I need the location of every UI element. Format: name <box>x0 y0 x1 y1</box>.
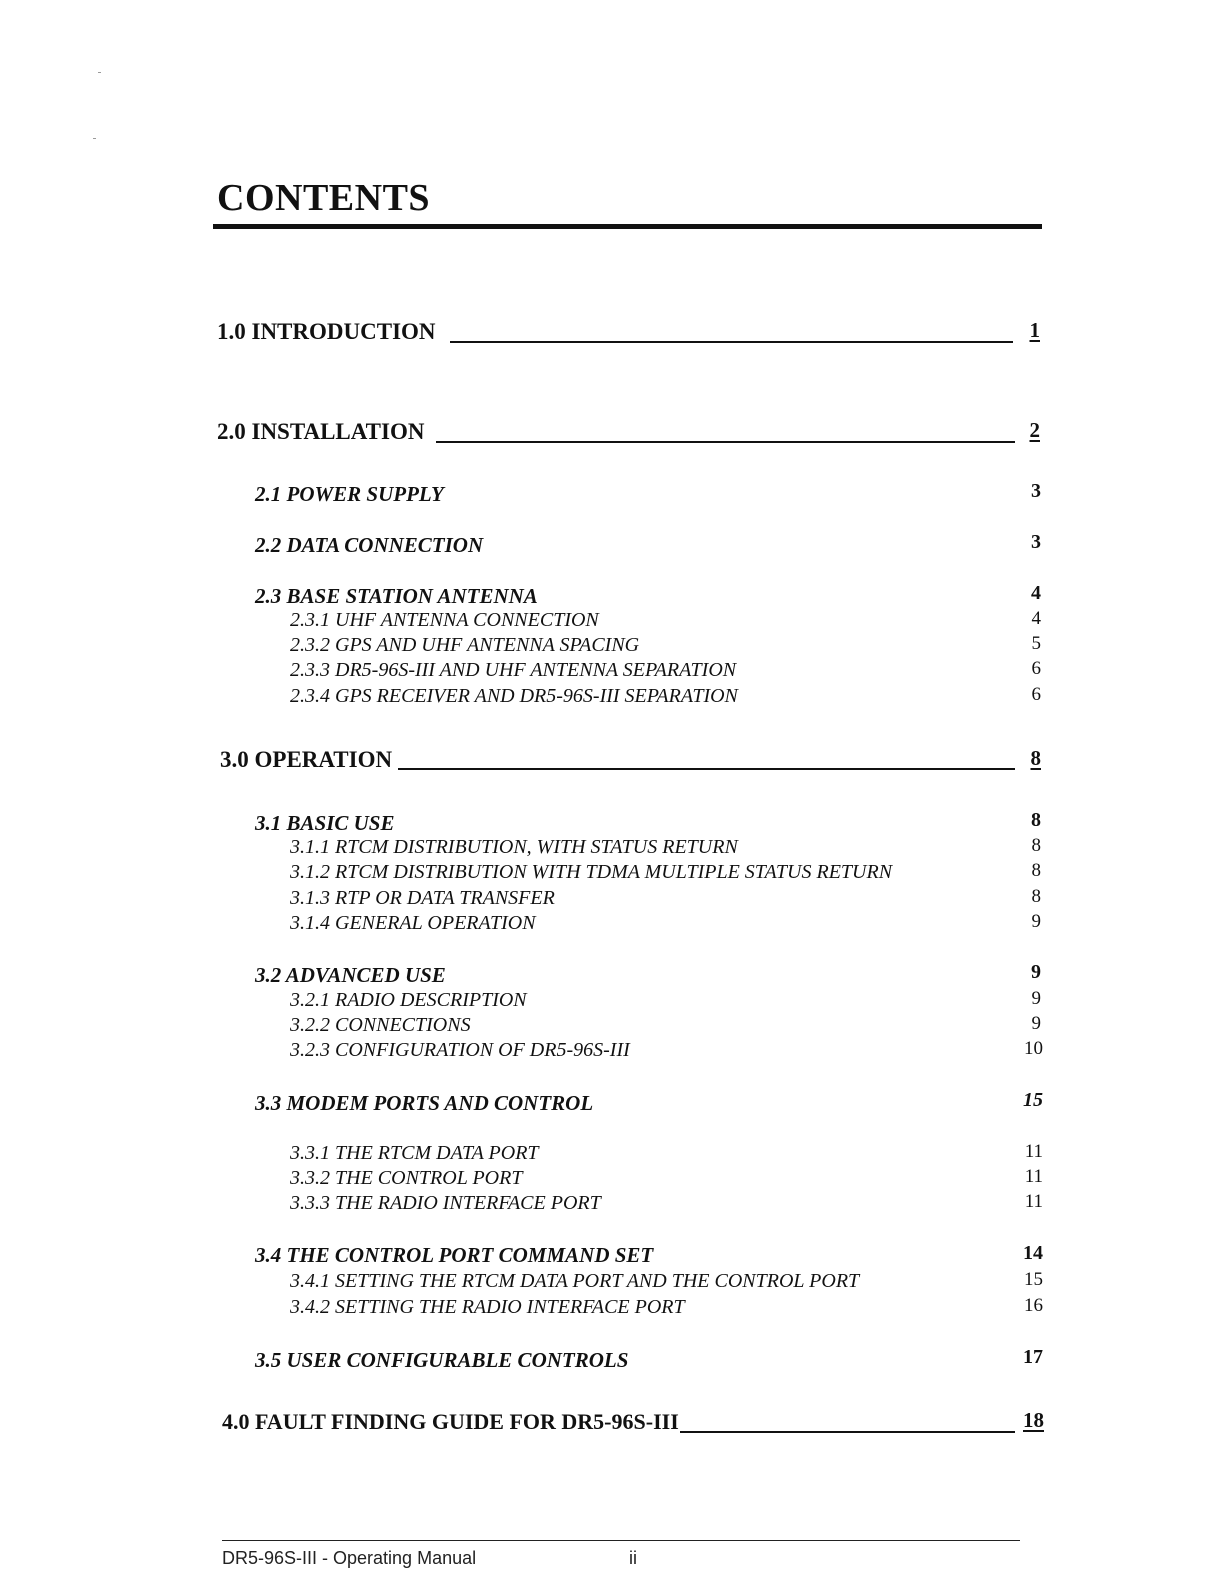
toc-chapter-fault-finding[interactable]: 4.0 FAULT FINDING GUIDE FOR DR5-96S-III <box>222 1409 679 1434</box>
toc-section[interactable]: 2.3 BASE STATION ANTENNA <box>255 584 538 608</box>
toc-subsection[interactable]: 3.2.3 CONFIGURATION OF DR5-96S-III <box>290 1039 630 1061</box>
toc-subsection[interactable]: 2.3.2 GPS AND UHF ANTENNA SPACING <box>290 634 640 656</box>
toc-page-number: 4 <box>1031 608 1041 629</box>
toc-chapter-installation[interactable]: 2.0 INSTALLATION <box>217 419 425 444</box>
toc-page-number: 15 <box>1023 1089 1043 1111</box>
toc-page-number: 8 <box>1030 746 1041 770</box>
page-title: CONTENTS <box>217 177 431 219</box>
toc-page-number: 8 <box>1031 809 1041 831</box>
toc-page-number: 3 <box>1031 480 1041 502</box>
toc-section[interactable]: 3.2 ADVANCED USE <box>255 963 446 987</box>
toc-page-number: 10 <box>1024 1038 1043 1059</box>
toc-chapter-operation[interactable]: 3.0 OPERATION <box>220 747 393 772</box>
toc-page-number: 18 <box>1023 1408 1044 1432</box>
toc-subsection[interactable]: 2.3.3 DR5-96S-III AND UHF ANTENNA SEPARATION <box>290 659 737 681</box>
toc-page-number: 4 <box>1031 582 1041 604</box>
toc-subsection[interactable]: 3.1.1 RTCM DISTRIBUTION, WITH STATUS RETURN <box>290 836 738 858</box>
toc-subsection[interactable]: 3.4.2 SETTING THE RADIO INTERFACE PORT <box>290 1296 685 1318</box>
toc-page-number: 3 <box>1031 531 1041 553</box>
scan-speck <box>98 72 101 73</box>
toc-section[interactable]: 3.4 THE CONTROL PORT COMMAND SET <box>255 1243 654 1267</box>
leader-line <box>680 1431 1015 1433</box>
toc-page-number: 6 <box>1031 658 1041 679</box>
toc-page-number: 5 <box>1031 633 1041 654</box>
toc-section[interactable]: 3.1 BASIC USE <box>255 811 395 835</box>
toc-page-number: 17 <box>1023 1346 1043 1368</box>
scan-speck <box>93 138 96 139</box>
toc-page-number: 11 <box>1024 1191 1043 1212</box>
toc-section[interactable]: 2.2 DATA CONNECTION <box>255 533 484 557</box>
toc-section[interactable]: 2.1 POWER SUPPLY <box>255 482 444 506</box>
toc-page-number: 6 <box>1031 684 1041 705</box>
toc-page-number: 11 <box>1024 1166 1043 1187</box>
toc-subsection[interactable]: 2.3.1 UHF ANTENNA CONNECTION <box>290 609 599 631</box>
footer-divider <box>222 1540 1020 1541</box>
toc-section[interactable]: 3.3 MODEM PORTS AND CONTROL <box>255 1091 594 1115</box>
toc-page-number: 9 <box>1031 988 1041 1009</box>
toc-page-number: 8 <box>1031 886 1041 907</box>
toc-page-number: 8 <box>1031 835 1041 856</box>
toc-page-number: 15 <box>1024 1269 1043 1290</box>
toc-page-number: 9 <box>1031 1013 1041 1034</box>
toc-page-number: 14 <box>1023 1242 1043 1264</box>
title-divider <box>213 224 1042 229</box>
toc-page-number: 16 <box>1024 1295 1043 1316</box>
toc-subsection[interactable]: 3.2.1 RADIO DESCRIPTION <box>290 989 527 1011</box>
toc-page-number: 8 <box>1031 860 1041 881</box>
toc-chapter-introduction[interactable]: 1.0 INTRODUCTION <box>217 319 436 344</box>
toc-page-number: 1 <box>1029 318 1040 342</box>
leader-line <box>436 441 1015 443</box>
toc-subsection[interactable]: 3.2.2 CONNECTIONS <box>290 1014 471 1036</box>
toc-subsection[interactable]: 3.1.2 RTCM DISTRIBUTION WITH TDMA MULTIPLE STATUS RETURN <box>290 861 893 883</box>
toc-subsection[interactable]: 2.3.4 GPS RECEIVER AND DR5-96S-III SEPARATION <box>290 685 738 707</box>
toc-subsection[interactable]: 3.3.1 THE RTCM DATA PORT <box>290 1142 539 1164</box>
toc-subsection[interactable]: 3.1.3 RTP OR DATA TRANSFER <box>290 887 555 909</box>
toc-subsection[interactable]: 3.1.4 GENERAL OPERATION <box>290 912 536 934</box>
toc-page-number: 11 <box>1024 1141 1043 1162</box>
toc-subsection[interactable]: 3.4.1 SETTING THE RTCM DATA PORT AND THE CONTROL PORT <box>290 1270 860 1292</box>
toc-subsection[interactable]: 3.3.2 THE CONTROL PORT <box>290 1167 523 1189</box>
footer-title: DR5-96S-III - Operating Manual <box>222 1548 477 1568</box>
leader-line <box>450 341 1013 343</box>
toc-page-number: 9 <box>1031 911 1041 932</box>
toc-page-number: 9 <box>1031 961 1041 983</box>
toc-subsection[interactable]: 3.3.3 THE RADIO INTERFACE PORT <box>290 1192 601 1214</box>
toc-page-number: 2 <box>1029 418 1040 442</box>
leader-line <box>398 768 1015 770</box>
toc-section[interactable]: 3.5 USER CONFIGURABLE CONTROLS <box>255 1348 629 1372</box>
footer-page-number: ii <box>629 1548 637 1568</box>
